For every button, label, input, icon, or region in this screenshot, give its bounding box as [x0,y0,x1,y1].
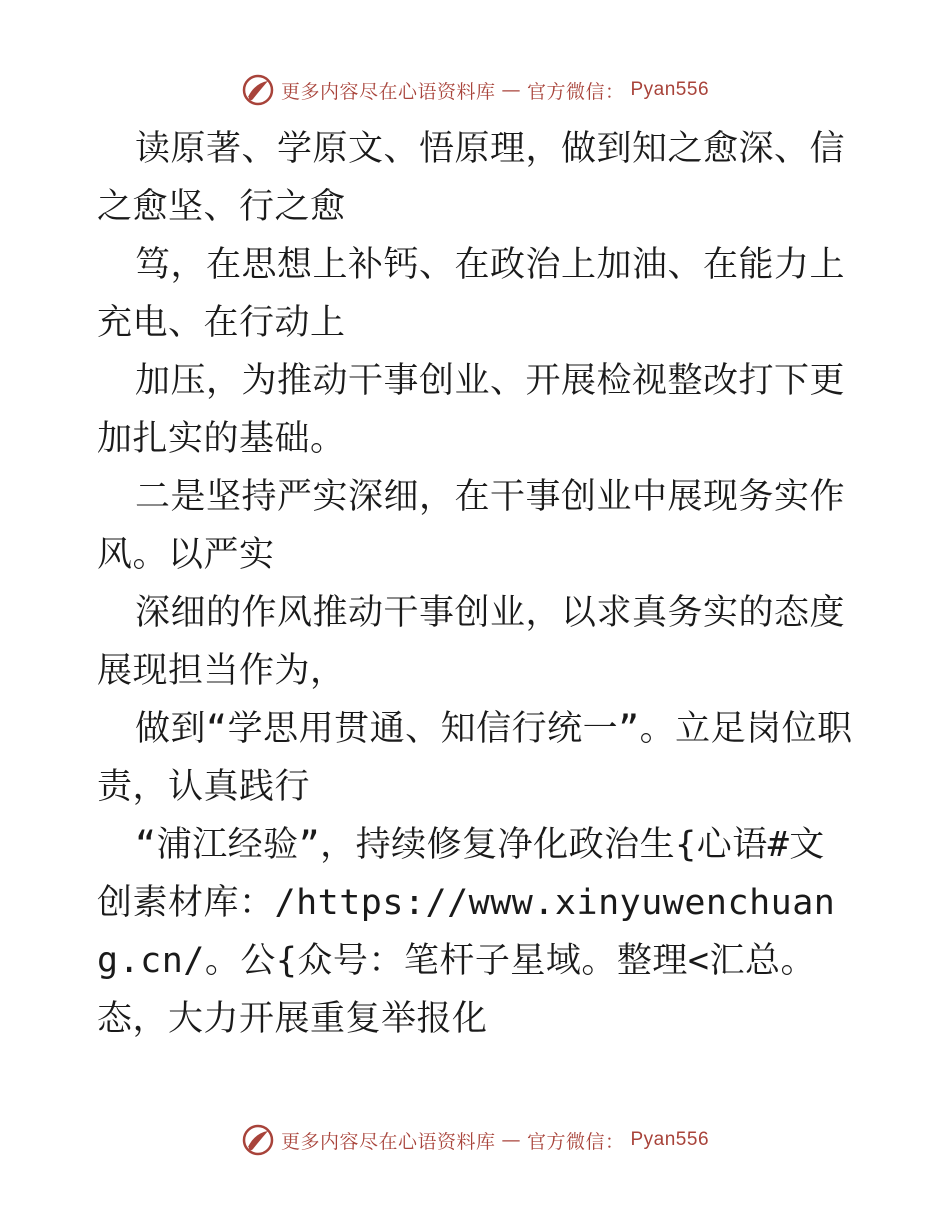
document-body [97,120,857,1048]
banner-dash: — [501,1129,521,1151]
banner-main-text: 更多内容尽在心语资料库 [280,80,496,103]
paragraph: 深细的作风推动干事创业，以求真务实的态度展现担当作为， [97,593,846,691]
paragraph: “浦江经验”，持续修复净化政治生{心语#文创素材库：/https://www.xinyuwenchuang.cn/。公{众号：笔杆子星域。整理<汇总。态，大力开展重复举报化 [97,825,836,1039]
pen-logo-icon [241,1123,275,1157]
banner-wechat-id: Pyan556 [630,1129,710,1150]
banner-dash: — [501,79,521,101]
paragraph: 做到“学思用贯通、知信行统一”。立足岗位职责，认真践行 [97,709,853,807]
pen-logo-icon [241,73,275,107]
paragraph: 读原著、学原文、悟原理，做到知之愈深、信之愈坚、行之愈 [97,129,846,227]
banner-main-text: 更多内容尽在心语资料库 [280,1130,496,1153]
footer-banner [0,1120,950,1160]
paragraph: 笃，在思想上补钙、在政治上加油、在能力上充电、在行动上 [97,245,846,343]
banner-wechat-label: 官方微信： [526,1130,625,1153]
header-banner [0,70,950,110]
paragraph: 二是坚持严实深细，在干事创业中展现务实作风。以严实 [97,477,846,575]
banner-wechat-id: Pyan556 [630,79,710,100]
paragraph: 加压，为推动干事创业、开展检视整改打下更加扎实的基础。 [97,361,846,459]
banner-wechat-label: 官方微信： [526,80,625,103]
